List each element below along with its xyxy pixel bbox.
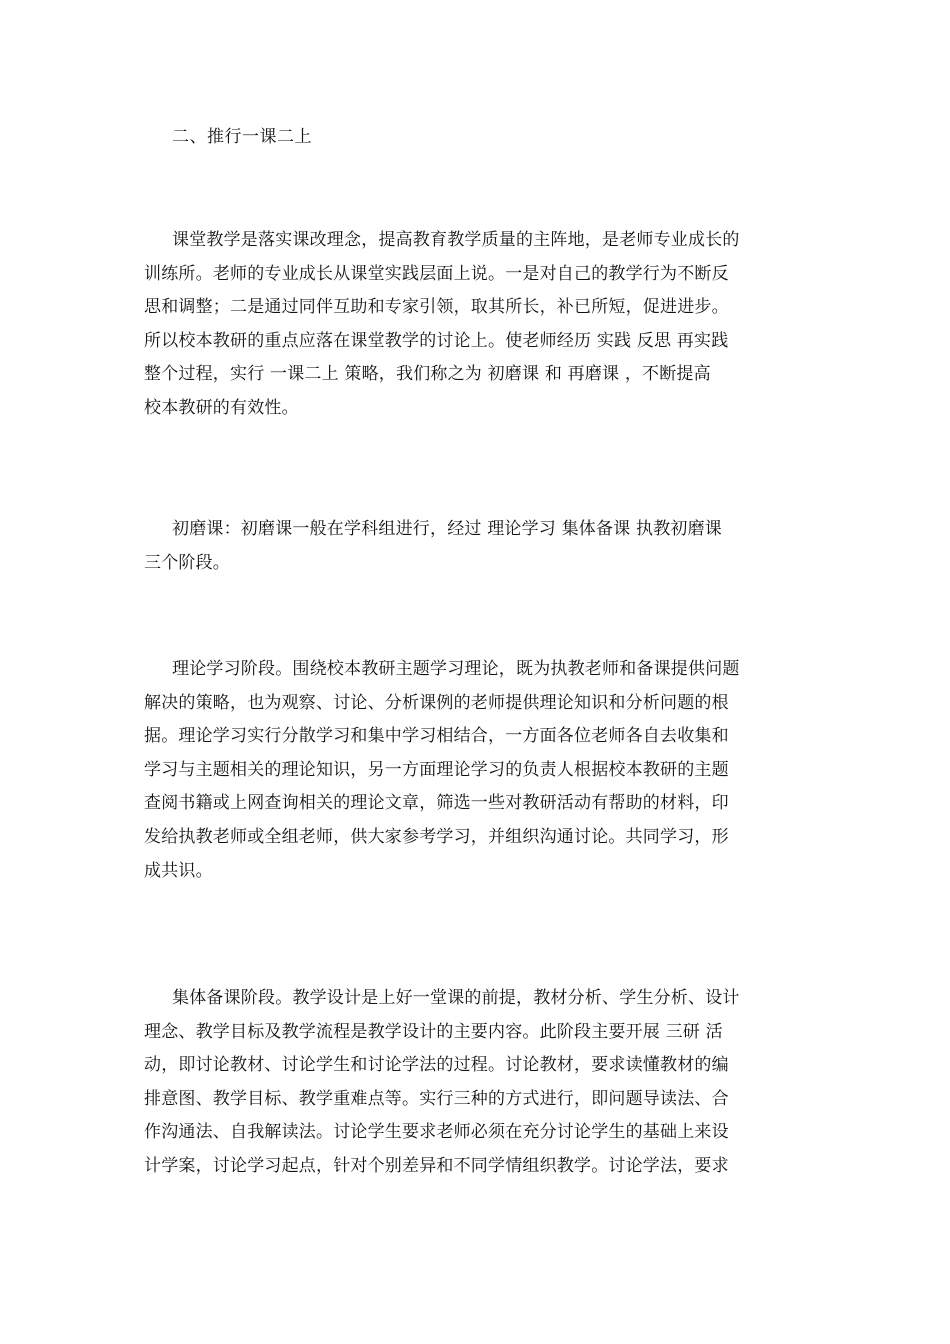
paragraph-line: 思和调整；二是通过同伴互助和专家引领，取其所长，补已所短，促进进步。 [144,297,729,318]
paragraph-line: 查阅书籍或上网查询相关的理论文章，筛选一些对教研活动有帮助的材料，印 [144,793,729,814]
paragraph-line: 三个阶段。 [144,552,230,573]
paragraph-line: 初磨课：初磨课一般在学科组进行，经过 理论学习 集体备课 执教初磨课 [172,519,723,539]
paragraph-line: 集体备课阶段。教学设计是上好一堂课的前提，教材分析、学生分析、设计 [172,988,740,1008]
section-heading: 二、推行一课二上 [172,127,312,147]
paragraph-first-polish [144,513,806,580]
paragraph-line: 整个过程，实行 一课二上 策略，我们称之为 初磨课 和 再磨课 ，不断提高 [144,364,711,385]
paragraph-intro [144,224,806,426]
paragraph-line: 解决的策略，也为观察、讨论、分析课例的老师提供理论知识和分析问题的根 [144,692,729,713]
paragraph-line: 计学案，讨论学习起点，针对个别差异和不同学情组织教学。讨论学法，要求 [144,1155,729,1176]
paragraph-line: 据。理论学习实行分散学习和集中学习相结合，一方面各位老师各自去收集和 [144,726,729,747]
paragraph-line: 理念、教学目标及教学流程是教学设计的主要内容。此阶段主要开展 三研 活 [144,1021,723,1042]
paragraph-line: 校本教研的有效性。 [144,397,299,418]
paragraph-line: 所以校本教研的重点应落在课堂教学的讨论上。使老师经历 实践 反思 再实践 [144,330,729,351]
paragraph-line: 训练所。老师的专业成长从课堂实践层面上说。一是对自己的教学行为不断反 [144,263,729,284]
paragraph-line: 课堂教学是落实课改理念，提高教育教学质量的主阵地，是老师专业成长的 [172,230,740,250]
paragraph-line: 作沟通法、自我解读法。讨论学生要求老师必须在充分讨论学生的基础上来设 [144,1122,729,1143]
paragraph-line: 动，即讨论教材、讨论学生和讨论学法的过程。讨论教材，要求读懂教材的编 [144,1055,729,1076]
paragraph-line: 学习与主题相关的理论知识，另一方面理论学习的负责人根据校本教研的主题 [144,759,729,780]
paragraph-line: 理论学习阶段。围绕校本教研主题学习理论，既为执教老师和备课提供问题 [172,659,740,679]
paragraph-line: 成共识。 [144,860,213,881]
paragraph-theory-study [144,653,806,888]
paragraph-line: 排意图、教学目标、教学重难点等。实行三种的方式进行，即问题导读法、合 [144,1088,729,1109]
paragraph-line: 发给执教老师或全组老师，供大家参考学习，并组织沟通讨论。共同学习，形 [144,826,729,847]
paragraph-group-prep [144,982,806,1184]
